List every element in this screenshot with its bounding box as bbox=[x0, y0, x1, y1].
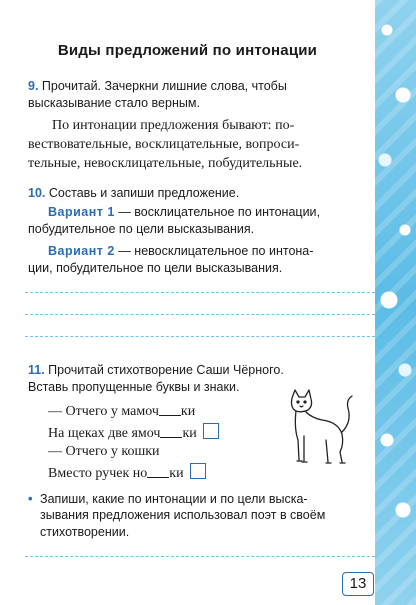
poem-blank-1[interactable] bbox=[159, 403, 181, 416]
exercise-10-variant1-line2: побудительное по цели высказывания. bbox=[28, 222, 255, 236]
poem-blank-3[interactable] bbox=[147, 465, 169, 478]
bullet-task-text: Запиши, какие по интонации и по цели выска- bbox=[40, 492, 308, 506]
punctuation-box-1[interactable] bbox=[203, 423, 219, 439]
bullet-task-line2: зывания предложения использовал поэт в своём bbox=[40, 508, 326, 522]
poem-line-2 bbox=[48, 423, 219, 442]
exercise-9-task-text: Прочитай. Зачеркни лишние слова, чтобы bbox=[41, 79, 287, 93]
exercise-10-variant2 bbox=[48, 243, 313, 260]
answer-line[interactable] bbox=[25, 336, 375, 337]
exercise-10-variant1 bbox=[48, 204, 320, 221]
bullet-marker: • bbox=[28, 491, 33, 506]
exercise-10-number: 10. bbox=[28, 186, 46, 200]
poem-line-4-start: Вместо ручек но bbox=[48, 466, 148, 481]
punctuation-box-2[interactable] bbox=[190, 463, 206, 479]
exercise-9-text-line2[interactable]: вествовательные, восклицательные, вопроси- bbox=[28, 137, 300, 152]
poem-line-1 bbox=[48, 403, 195, 420]
bullet-task-line1 bbox=[28, 490, 308, 508]
poem-line-1-start: — Отчего у мамоч bbox=[48, 404, 159, 419]
exercise-11-task-text: Прочитай стихотворение Саши Чёрного. bbox=[48, 363, 284, 377]
poem-line-4-end: ки bbox=[169, 466, 184, 481]
exercise-11-task-line2: Вставь пропущенные буквы и знаки. bbox=[28, 380, 240, 394]
page-number: 13 bbox=[342, 572, 374, 596]
decorative-side-strip bbox=[375, 0, 416, 605]
answer-line[interactable] bbox=[25, 292, 375, 293]
exercise-9-text-line3[interactable]: тельные, невосклицательные, побудительные. bbox=[28, 156, 303, 171]
exercise-9-task-line1 bbox=[28, 78, 287, 95]
poem-blank-2[interactable] bbox=[160, 425, 182, 438]
exercise-9-text-line1[interactable]: По интонации предложения бывают: по- bbox=[52, 118, 295, 133]
variant1-text: — восклицательное по интонации, bbox=[114, 205, 321, 219]
variant2-text: — невосклицательное по интона- bbox=[114, 244, 314, 258]
bullet-task-line3: стихотворении. bbox=[40, 525, 130, 539]
exercise-10-task bbox=[28, 185, 239, 202]
exercise-10-task-text: Составь и запиши предложение. bbox=[48, 186, 240, 200]
exercise-11-task-line1 bbox=[28, 362, 284, 379]
answer-line[interactable] bbox=[25, 556, 375, 557]
poem-line-3: — Отчего у кошки bbox=[48, 444, 160, 459]
page-title: Виды предложений по интонации bbox=[57, 42, 318, 59]
poem-line-2-start: На щеках две ямоч bbox=[48, 426, 161, 441]
variant1-label: Вариант 1 bbox=[48, 205, 115, 219]
cat-illustration bbox=[282, 388, 356, 468]
exercise-9-number: 9. bbox=[28, 79, 39, 93]
exercise-10-variant2-line2: ции, побудительное по цели высказывания. bbox=[28, 261, 283, 275]
variant2-label: Вариант 2 bbox=[48, 244, 115, 258]
exercise-9-task-line2: высказывание стало верным. bbox=[28, 96, 200, 110]
poem-line-1-end: ки bbox=[180, 404, 196, 419]
answer-line[interactable] bbox=[25, 314, 375, 315]
poem-line-4 bbox=[48, 463, 206, 482]
exercise-11-number: 11. bbox=[28, 363, 45, 377]
poem-line-2-end: ки bbox=[182, 426, 197, 441]
